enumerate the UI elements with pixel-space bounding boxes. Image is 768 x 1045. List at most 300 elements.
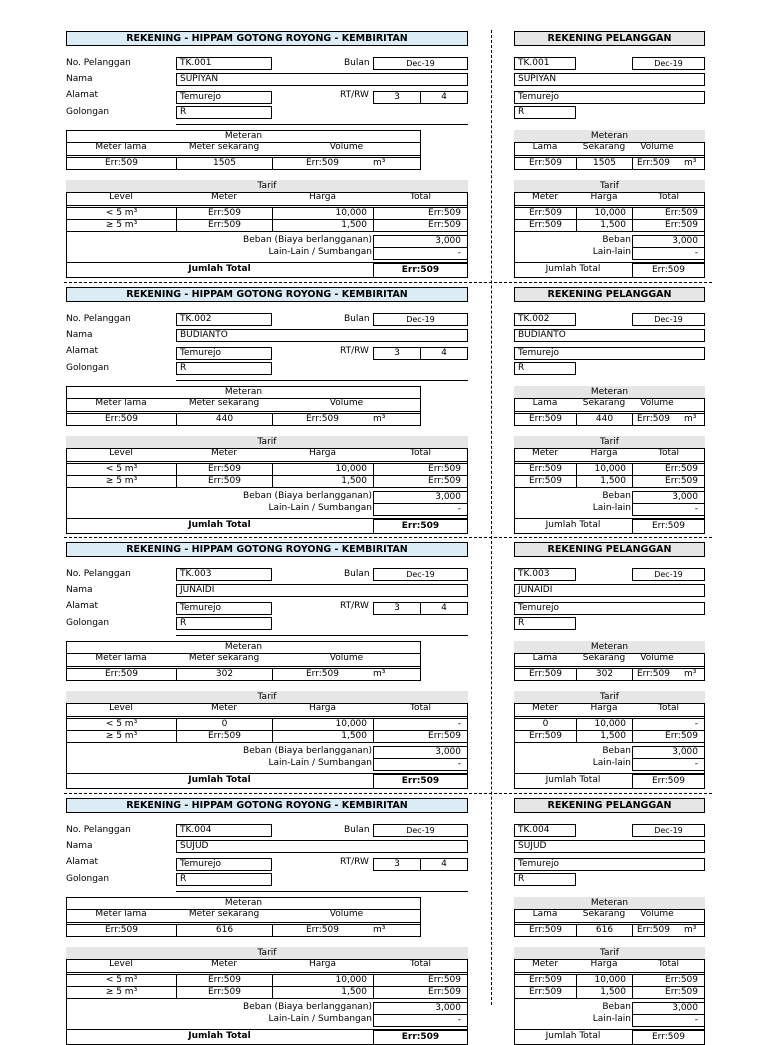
volume-header: Volume: [329, 398, 364, 408]
meter-sekarang-header: Meter sekarang: [188, 398, 260, 408]
receipt-ge5-total: Err:509: [632, 730, 705, 743]
jumlah-total-value: Err:509: [373, 774, 468, 789]
level-lt5: < 5 m³: [66, 463, 177, 476]
alamat-value: Temurejo: [176, 858, 272, 871]
receipt-golongan: R: [514, 617, 576, 630]
meter-sekarang-header: Meter sekarang: [188, 142, 260, 152]
receipt-meter-header: Meter: [531, 703, 559, 713]
level-ge5: ≥ 5 m³: [66, 986, 177, 999]
receipt-volume-header: Volume: [640, 909, 674, 919]
divider: [66, 922, 421, 923]
invoice-title: REKENING - HIPPAM GOTONG ROYONG - KEMBIRITAN: [66, 31, 468, 46]
total-header: Total: [409, 192, 432, 202]
lain-label: Lain-Lain / Sumbangan: [268, 1014, 372, 1024]
meter-sekarang-value: 302: [176, 668, 273, 681]
receipt-volume-value: Err:509: [637, 158, 670, 168]
receipt-beban-value: 3,000: [632, 746, 705, 759]
rw-value: 4: [420, 347, 468, 360]
receipt-ge5-total: Err:509: [632, 986, 705, 999]
beban-label: Beban (Biaya berlangganan): [243, 1002, 372, 1012]
receipt-harga-header: Harga: [590, 448, 618, 458]
alamat-label: Alamat: [66, 857, 98, 867]
level-ge5: ≥ 5 m³: [66, 219, 177, 232]
level-header: Level: [109, 448, 133, 458]
receipt-volume-value: Err:509: [637, 925, 670, 935]
receipt-title: REKENING PELANGGAN: [514, 542, 705, 557]
beban-value: 3,000: [373, 491, 468, 504]
receipt-nama: SUJUD: [514, 840, 705, 853]
golongan-value: R: [176, 873, 272, 886]
receipt-alamat: Temurejo: [514, 602, 705, 615]
invoice-title: REKENING - HIPPAM GOTONG ROYONG - KEMBIRITAN: [66, 542, 468, 557]
ge5-meter: Err:509: [176, 986, 273, 999]
jumlah-total-value: Err:509: [373, 263, 468, 278]
m3-unit: m³: [373, 669, 386, 679]
receipt-lt5-meter: Err:509: [514, 207, 577, 220]
bulan-value: Dec-19: [373, 568, 468, 581]
meteran-header: Meteran: [224, 642, 263, 652]
receipt-sekarang-header: Sekarang: [582, 653, 626, 663]
lt5-harga: 10,000: [272, 718, 374, 731]
lt5-meter: Err:509: [176, 207, 273, 220]
receipt-meteran-header: Meteran: [514, 897, 705, 910]
ge5-total: Err:509: [373, 219, 468, 232]
level-ge5: ≥ 5 m³: [66, 730, 177, 743]
meter-sekarang-value: 1505: [176, 157, 273, 170]
lt5-meter: 0: [176, 718, 273, 731]
receipt-meter-header: Meter: [531, 959, 559, 969]
lt5-meter: Err:509: [176, 974, 273, 987]
invoice-title: REKENING - HIPPAM GOTONG ROYONG - KEMBIRITAN: [66, 798, 468, 813]
ge5-harga: 1,500: [272, 986, 374, 999]
receipt-m3-unit: m³: [684, 669, 697, 679]
receipt-sekarang-value: 440: [576, 413, 633, 426]
receipt-no-pelanggan: TK.003: [514, 568, 576, 581]
tarif-header: Tarif: [66, 691, 468, 704]
volume-value-cell: [272, 924, 421, 937]
meter-lama-header: Meter lama: [95, 398, 147, 408]
volume-value: Err:509: [306, 669, 339, 679]
divider: [66, 716, 468, 717]
receipt-harga-header: Harga: [590, 959, 618, 969]
receipt-lt5-harga: 10,000: [576, 463, 633, 476]
meter-lama-header: Meter lama: [95, 909, 147, 919]
receipt-title: REKENING PELANGGAN: [514, 31, 705, 46]
meteran-header: Meteran: [224, 387, 263, 397]
receipt-lain-value: -: [632, 503, 705, 516]
volume-header: Volume: [329, 142, 364, 152]
receipt-lain-value: -: [632, 1014, 705, 1027]
ge5-total: Err:509: [373, 986, 468, 999]
divider: [514, 461, 705, 462]
receipt-bulan: Dec-19: [632, 568, 705, 581]
receipt-volume-header: Volume: [640, 653, 674, 663]
no-pelanggan-value: TK.001: [176, 57, 272, 70]
receipt-jumlah-total-value: Err:509: [632, 519, 705, 534]
level-lt5: < 5 m³: [66, 718, 177, 731]
meter-header: Meter: [210, 959, 238, 969]
receipt-m3-unit: m³: [684, 158, 697, 168]
receipt-lt5-meter: Err:509: [514, 974, 577, 987]
receipt-tarif-header: Tarif: [514, 947, 705, 960]
lt5-total: Err:509: [373, 463, 468, 476]
meteran-header: Meteran: [224, 898, 263, 908]
invoice-block: [0, 511, 768, 786]
receipt-volume-cell: [632, 668, 705, 681]
receipt-lama-header: Lama: [532, 909, 558, 919]
rt-value: 3: [373, 858, 421, 871]
rw-value: 4: [420, 91, 468, 104]
receipt-jumlah-total-value: Err:509: [632, 774, 705, 789]
lain-value: -: [373, 247, 468, 260]
beban-value: 3,000: [373, 235, 468, 248]
receipt-volume-cell: [632, 157, 705, 170]
bulan-label: Bulan: [344, 314, 370, 324]
divider: [514, 716, 705, 717]
receipt-nama: JUNAIDI: [514, 584, 705, 597]
receipt-golongan: R: [514, 873, 576, 886]
receipt-beban-label: Beban: [602, 491, 631, 501]
ge5-total: Err:509: [373, 730, 468, 743]
receipt-sekarang-value: 302: [576, 668, 633, 681]
beban-value: 3,000: [373, 746, 468, 759]
receipt-lt5-total: Err:509: [632, 463, 705, 476]
receipt-sekarang-value: 1505: [576, 157, 633, 170]
receipt-tarif-header: Tarif: [514, 180, 705, 193]
divider: [66, 411, 421, 412]
rt-value: 3: [373, 347, 421, 360]
receipt-bulan: Dec-19: [632, 824, 705, 837]
beban-label: Beban (Biaya berlangganan): [243, 746, 372, 756]
jumlah-total-label: Jumlah Total: [188, 520, 251, 530]
receipt-nama: BUDIANTO: [514, 329, 705, 342]
rtrw-label: RT/RW: [340, 90, 369, 100]
no-pelanggan-label: No. Pelanggan: [66, 314, 131, 324]
divider: [66, 972, 468, 973]
lain-value: -: [373, 503, 468, 516]
receipt-meter-header: Meter: [531, 192, 559, 202]
receipt-golongan: R: [514, 362, 576, 375]
receipt-beban-label: Beban: [602, 235, 631, 245]
receipt-no-pelanggan: TK.001: [514, 57, 576, 70]
lain-value: -: [373, 758, 468, 771]
golongan-label: Golongan: [66, 874, 110, 884]
receipt-lama-value: Err:509: [514, 413, 577, 426]
receipt-bulan: Dec-19: [632, 57, 705, 70]
divider: [514, 205, 705, 206]
receipt-meteran-header: Meteran: [514, 641, 705, 654]
nama-value: SUJUD: [176, 840, 468, 853]
ge5-total: Err:509: [373, 475, 468, 488]
receipt-sekarang-header: Sekarang: [582, 398, 626, 408]
volume-header: Volume: [329, 909, 364, 919]
level-ge5: ≥ 5 m³: [66, 475, 177, 488]
nama-label: Nama: [66, 74, 93, 84]
golongan-label: Golongan: [66, 107, 110, 117]
alamat-value: Temurejo: [176, 602, 272, 615]
receipt-meter-header: Meter: [531, 448, 559, 458]
receipt-no-pelanggan: TK.004: [514, 824, 576, 837]
alamat-value: Temurejo: [176, 347, 272, 360]
total-header: Total: [409, 959, 432, 969]
divider: [66, 155, 421, 156]
rw-value: 4: [420, 602, 468, 615]
rtrw-label: RT/RW: [340, 346, 369, 356]
volume-value: Err:509: [306, 158, 339, 168]
no-pelanggan-label: No. Pelanggan: [66, 825, 131, 835]
invoice-title: REKENING - HIPPAM GOTONG ROYONG - KEMBIRITAN: [66, 287, 468, 302]
divider: [514, 666, 705, 667]
receipt-lt5-harga: 10,000: [576, 207, 633, 220]
no-pelanggan-value: TK.003: [176, 568, 272, 581]
jumlah-total-label: Jumlah Total: [188, 775, 251, 785]
divider: [514, 411, 705, 412]
golongan-value: R: [176, 106, 272, 119]
nama-value: BUDIANTO: [176, 329, 468, 342]
receipt-jumlah-total-value: Err:509: [632, 1030, 705, 1045]
receipt-m3-unit: m³: [684, 925, 697, 935]
divider: [514, 922, 705, 923]
receipt-tarif-header: Tarif: [514, 691, 705, 704]
ge5-meter: Err:509: [176, 475, 273, 488]
no-pelanggan-label: No. Pelanggan: [66, 58, 131, 68]
divider: [514, 972, 705, 973]
invoice-block: [0, 767, 768, 1042]
bulan-value: Dec-19: [373, 313, 468, 326]
receipt-lt5-meter: Err:509: [514, 463, 577, 476]
ge5-harga: 1,500: [272, 730, 374, 743]
no-pelanggan-value: TK.004: [176, 824, 272, 837]
meter-sekarang-value: 440: [176, 413, 273, 426]
lain-value: -: [373, 1014, 468, 1027]
lt5-total: Err:509: [373, 974, 468, 987]
receipt-lt5-harga: 10,000: [576, 974, 633, 987]
level-header: Level: [109, 703, 133, 713]
receipt-jumlah-total-value: Err:509: [632, 263, 705, 278]
receipt-sekarang-value: 616: [576, 924, 633, 937]
lain-label: Lain-Lain / Sumbangan: [268, 503, 372, 513]
divider: [176, 891, 468, 892]
meter-sekarang-header: Meter sekarang: [188, 909, 260, 919]
receipt-alamat: Temurejo: [514, 347, 705, 360]
nama-label: Nama: [66, 330, 93, 340]
m3-unit: m³: [373, 414, 386, 424]
total-header: Total: [409, 448, 432, 458]
divider: [176, 635, 468, 636]
meter-header: Meter: [210, 448, 238, 458]
receipt-jumlah-total-label: Jumlah Total: [545, 775, 601, 785]
beban-label: Beban (Biaya berlangganan): [243, 235, 372, 245]
receipt-ge5-harga: 1,500: [576, 730, 633, 743]
meteran-header: Meteran: [224, 131, 263, 141]
volume-value-cell: [272, 413, 421, 426]
receipt-total-header: Total: [657, 703, 680, 713]
volume-value: Err:509: [306, 925, 339, 935]
alamat-label: Alamat: [66, 90, 98, 100]
tarif-header: Tarif: [66, 180, 468, 193]
receipt-volume-cell: [632, 924, 705, 937]
receipt-ge5-meter: Err:509: [514, 730, 577, 743]
beban-label: Beban (Biaya berlangganan): [243, 491, 372, 501]
receipt-jumlah-total-label: Jumlah Total: [545, 520, 601, 530]
ge5-harga: 1,500: [272, 219, 374, 232]
rw-value: 4: [420, 858, 468, 871]
total-header: Total: [409, 703, 432, 713]
m3-unit: m³: [373, 925, 386, 935]
receipt-lain-value: -: [632, 247, 705, 260]
nama-value: JUNAIDI: [176, 584, 468, 597]
rt-value: 3: [373, 91, 421, 104]
divider: [176, 124, 468, 125]
receipt-lama-header: Lama: [532, 142, 558, 152]
jumlah-total-label: Jumlah Total: [188, 1031, 251, 1041]
lt5-harga: 10,000: [272, 974, 374, 987]
receipt-golongan: R: [514, 106, 576, 119]
receipt-volume-value: Err:509: [637, 669, 670, 679]
receipt-meteran-header: Meteran: [514, 130, 705, 143]
receipt-ge5-total: Err:509: [632, 219, 705, 232]
meter-lama-value: Err:509: [66, 924, 177, 937]
invoice-block: [0, 256, 768, 531]
lt5-harga: 10,000: [272, 463, 374, 476]
divider: [66, 205, 468, 206]
harga-header: Harga: [308, 192, 337, 202]
receipt-sekarang-header: Sekarang: [582, 142, 626, 152]
harga-header: Harga: [308, 448, 337, 458]
jumlah-total-label: Jumlah Total: [188, 264, 251, 274]
receipt-lt5-total: Err:509: [632, 207, 705, 220]
golongan-label: Golongan: [66, 363, 110, 373]
meter-lama-value: Err:509: [66, 668, 177, 681]
jumlah-total-value: Err:509: [373, 519, 468, 534]
receipt-ge5-meter: Err:509: [514, 986, 577, 999]
receipt-lain-label: Lain-lain: [592, 247, 631, 257]
receipt-lain-label: Lain-lain: [592, 1014, 631, 1024]
receipt-ge5-total: Err:509: [632, 475, 705, 488]
receipt-volume-header: Volume: [640, 142, 674, 152]
alamat-value: Temurejo: [176, 91, 272, 104]
receipt-beban-value: 3,000: [632, 491, 705, 504]
volume-value: Err:509: [306, 414, 339, 424]
receipt-jumlah-total-label: Jumlah Total: [545, 1031, 601, 1041]
lain-label: Lain-Lain / Sumbangan: [268, 758, 372, 768]
nama-label: Nama: [66, 585, 93, 595]
meter-sekarang-value: 616: [176, 924, 273, 937]
level-header: Level: [109, 192, 133, 202]
volume-header: Volume: [329, 653, 364, 663]
receipt-ge5-harga: 1,500: [576, 986, 633, 999]
golongan-label: Golongan: [66, 618, 110, 628]
receipt-total-header: Total: [657, 448, 680, 458]
receipt-lain-label: Lain-lain: [592, 503, 631, 513]
receipt-volume-cell: [632, 413, 705, 426]
receipt-ge5-meter: Err:509: [514, 475, 577, 488]
volume-value-cell: [272, 157, 421, 170]
receipt-lain-label: Lain-lain: [592, 758, 631, 768]
receipt-beban-label: Beban: [602, 746, 631, 756]
beban-value: 3,000: [373, 1002, 468, 1015]
alamat-label: Alamat: [66, 346, 98, 356]
alamat-label: Alamat: [66, 601, 98, 611]
receipt-lama-value: Err:509: [514, 157, 577, 170]
receipt-harga-header: Harga: [590, 703, 618, 713]
divider: [176, 380, 468, 381]
harga-header: Harga: [308, 959, 337, 969]
receipt-lama-header: Lama: [532, 653, 558, 663]
receipt-bulan: Dec-19: [632, 313, 705, 326]
tarif-header: Tarif: [66, 436, 468, 449]
receipt-ge5-meter: Err:509: [514, 219, 577, 232]
divider: [66, 461, 468, 462]
volume-value-cell: [272, 668, 421, 681]
lt5-meter: Err:509: [176, 463, 273, 476]
receipt-lt5-meter: 0: [514, 718, 577, 731]
receipt-alamat: Temurejo: [514, 858, 705, 871]
receipt-total-header: Total: [657, 959, 680, 969]
meter-header: Meter: [210, 192, 238, 202]
divider: [514, 155, 705, 156]
level-lt5: < 5 m³: [66, 207, 177, 220]
bulan-label: Bulan: [344, 58, 370, 68]
receipt-beban-value: 3,000: [632, 235, 705, 248]
receipt-jumlah-total-label: Jumlah Total: [545, 264, 601, 274]
receipt-meteran-header: Meteran: [514, 386, 705, 399]
invoice-block: [0, 0, 768, 275]
divider: [66, 666, 421, 667]
lt5-total: -: [373, 718, 468, 731]
receipt-nama: SUPIYAN: [514, 73, 705, 86]
bulan-label: Bulan: [344, 825, 370, 835]
receipt-lt5-total: -: [632, 718, 705, 731]
receipt-lain-value: -: [632, 758, 705, 771]
m3-unit: m³: [373, 158, 386, 168]
receipt-sekarang-header: Sekarang: [582, 909, 626, 919]
receipt-title: REKENING PELANGGAN: [514, 798, 705, 813]
receipt-no-pelanggan: TK.002: [514, 313, 576, 326]
meter-lama-header: Meter lama: [95, 142, 147, 152]
receipt-title: REKENING PELANGGAN: [514, 287, 705, 302]
receipt-lama-value: Err:509: [514, 924, 577, 937]
bulan-value: Dec-19: [373, 824, 468, 837]
tarif-header: Tarif: [66, 947, 468, 960]
receipt-ge5-harga: 1,500: [576, 475, 633, 488]
receipt-harga-header: Harga: [590, 192, 618, 202]
receipt-m3-unit: m³: [684, 414, 697, 424]
receipt-beban-label: Beban: [602, 1002, 631, 1012]
lt5-harga: 10,000: [272, 207, 374, 220]
rtrw-label: RT/RW: [340, 601, 369, 611]
bulan-value: Dec-19: [373, 57, 468, 70]
bulan-label: Bulan: [344, 569, 370, 579]
meter-lama-value: Err:509: [66, 413, 177, 426]
receipt-tarif-header: Tarif: [514, 436, 705, 449]
meter-sekarang-header: Meter sekarang: [188, 653, 260, 663]
meter-lama-value: Err:509: [66, 157, 177, 170]
jumlah-total-value: Err:509: [373, 1030, 468, 1045]
meter-header: Meter: [210, 703, 238, 713]
receipt-lama-value: Err:509: [514, 668, 577, 681]
rt-value: 3: [373, 602, 421, 615]
receipt-volume-value: Err:509: [637, 414, 670, 424]
receipt-volume-header: Volume: [640, 398, 674, 408]
receipt-beban-value: 3,000: [632, 1002, 705, 1015]
receipt-alamat: Temurejo: [514, 91, 705, 104]
receipt-lt5-harga: 10,000: [576, 718, 633, 731]
no-pelanggan-label: No. Pelanggan: [66, 569, 131, 579]
receipt-ge5-harga: 1,500: [576, 219, 633, 232]
ge5-meter: Err:509: [176, 730, 273, 743]
receipt-lama-header: Lama: [532, 398, 558, 408]
